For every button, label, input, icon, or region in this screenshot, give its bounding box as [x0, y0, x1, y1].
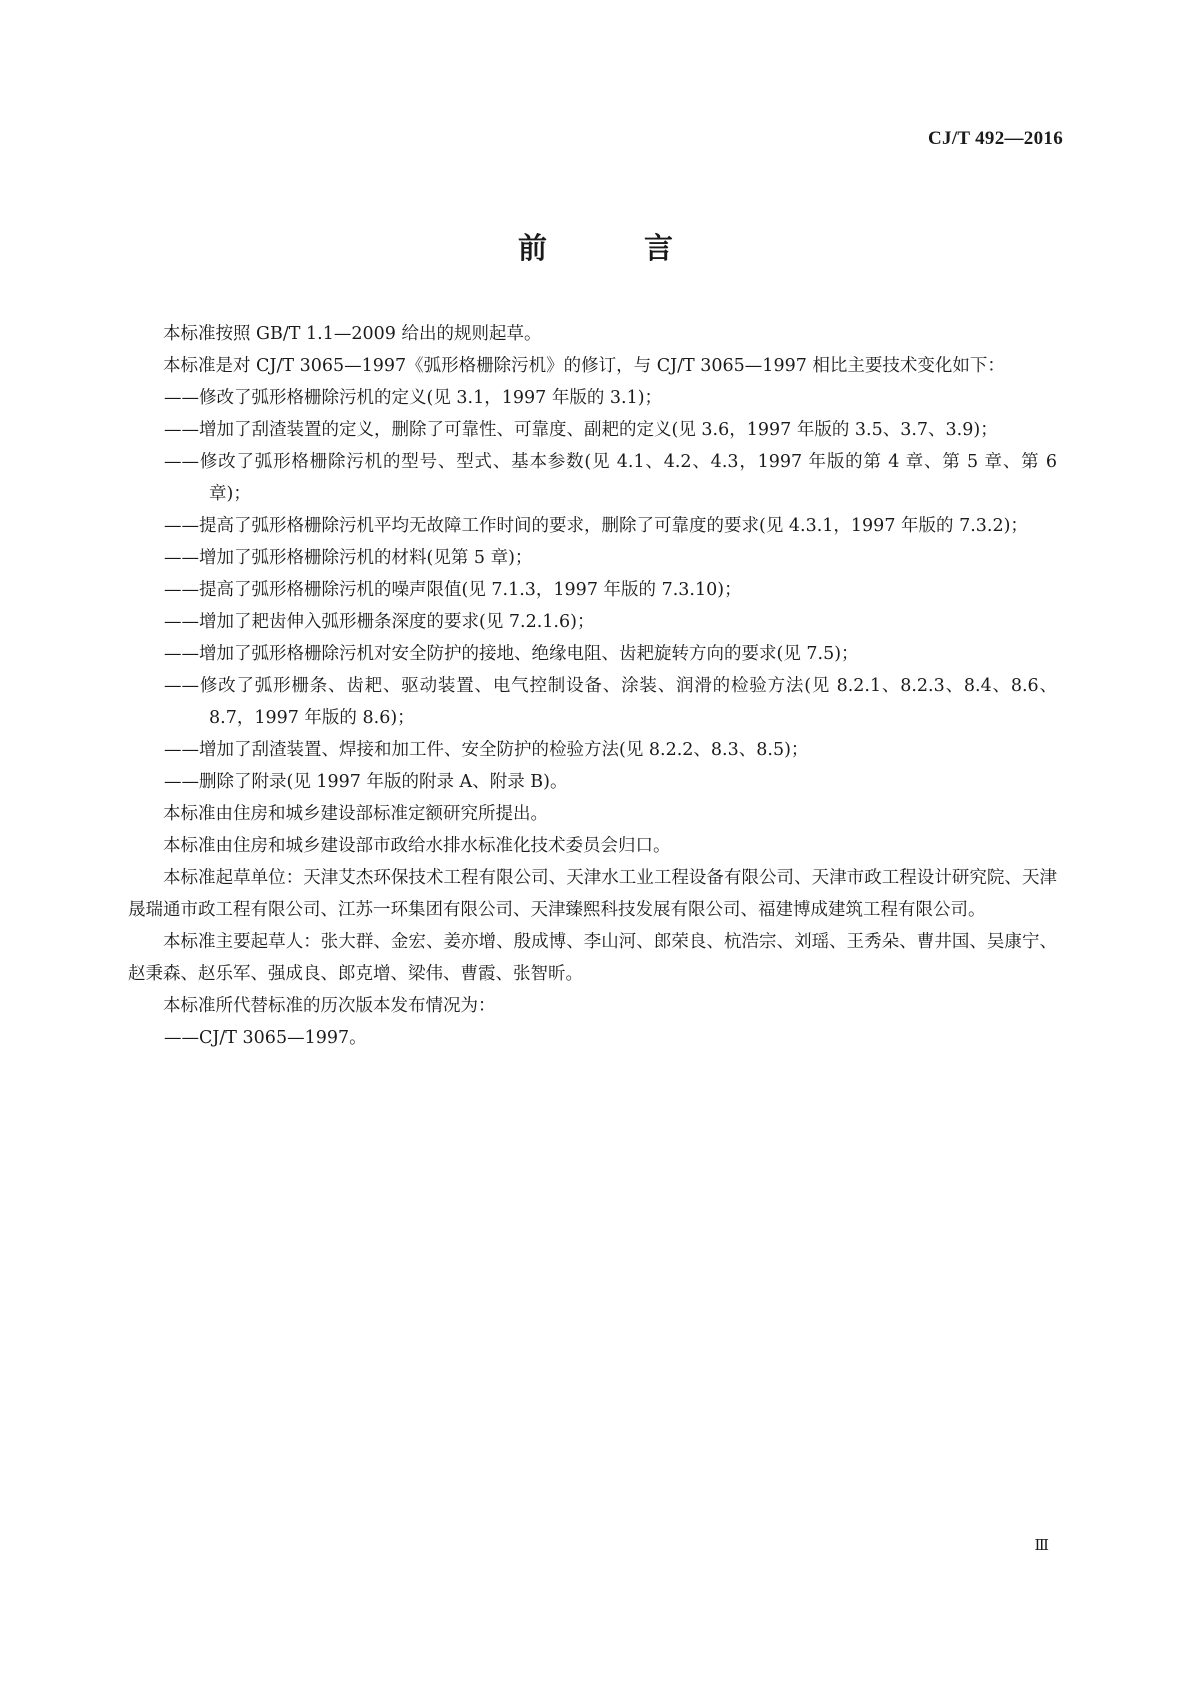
paragraph: 本标准由住房和城乡建设部标准定额研究所提出。 [163, 804, 548, 824]
change-list-item: ——增加了弧形格栅除污机对安全防护的接地、绝缘电阻、齿耙旋转方向的要求(见 7.5)； [164, 644, 859, 664]
change-list-item: ——提高了弧形格栅除污机的噪声限值(见 7.1.3，1997 年版的 7.3.10)； [164, 580, 742, 600]
foreword-body [128, 318, 1057, 1054]
drafting-units-paragraph: 本标准起草单位：天津艾杰环保技术工程有限公司、天津水工业工程设备有限公司、天津市政工程设计研究院、天津晟瑞通市政工程有限公司、江苏一环集团有限公司、天津臻熙科技发展有限公司、福建博成建筑工程有限公司。 [128, 868, 1057, 920]
paragraph: 本标准是对 CJ/T 3065—1997《弧形格栅除污机》的修订，与 CJ/T 3065—1997 相比主要技术变化如下： [163, 356, 1005, 376]
change-list-item: ——增加了耙齿伸入弧形栅条深度的要求(见 7.2.1.6)； [164, 612, 595, 632]
change-list-item: ——修改了弧形格栅除污机的型号、型式、基本参数(见 4.1、4.2、4.3，1997 年版的第 4 章、第 5 章、第 6 章)； [164, 452, 1057, 504]
standard-code-header: CJ/T 492—2016 [928, 128, 1063, 149]
page-number: Ⅲ [1034, 1536, 1049, 1554]
drafters-paragraph: 本标准主要起草人：张大群、金宏、姜亦增、殷成博、李山河、郎荣良、杭浩宗、刘瑶、王秀朵、曹井国、吴康宁、赵秉森、赵乐军、强成良、郎克增、梁伟、曹霞、张智昕。 [128, 932, 1057, 984]
version-list-item: ——CJ/T 3065—1997。 [164, 1028, 367, 1048]
change-list-item: ——提高了弧形格栅除污机平均无故障工作时间的要求，删除了可靠度的要求(见 4.3.1，1997 年版的 7.3.2)； [164, 516, 1028, 536]
change-list-item: ——删除了附录(见 1997 年版的附录 A、附录 B)。 [164, 772, 568, 792]
change-list-item: ——修改了弧形栅条、齿耙、驱动装置、电气控制设备、涂装、润滑的检验方法(见 8.2.1、8.2.3、8.4、8.6、8.7，1997 年版的 8.6)； [164, 676, 1057, 728]
change-list-item: ——增加了刮渣装置、焊接和加工件、安全防护的检验方法(见 8.2.2、8.3、8.5)； [164, 740, 809, 760]
change-list-item: ——增加了刮渣装置的定义，删除了可靠性、可靠度、副耙的定义(见 3.6，1997 年版的 3.5、3.7、3.9)； [164, 420, 998, 440]
change-list-item: ——增加了弧形格栅除污机的材料(见第 5 章)； [164, 548, 533, 568]
page-title: 前 言 [517, 231, 707, 265]
paragraph: 本标准按照 GB/T 1.1—2009 给出的规则起草。 [163, 324, 542, 344]
paragraph: 本标准所代替标准的历次版本发布情况为： [163, 996, 496, 1016]
paragraph: 本标准由住房和城乡建设部市政给水排水标准化技术委员会归口。 [163, 836, 671, 856]
change-list-item: ——修改了弧形格栅除污机的定义(见 3.1，1997 年版的 3.1)； [164, 388, 663, 408]
